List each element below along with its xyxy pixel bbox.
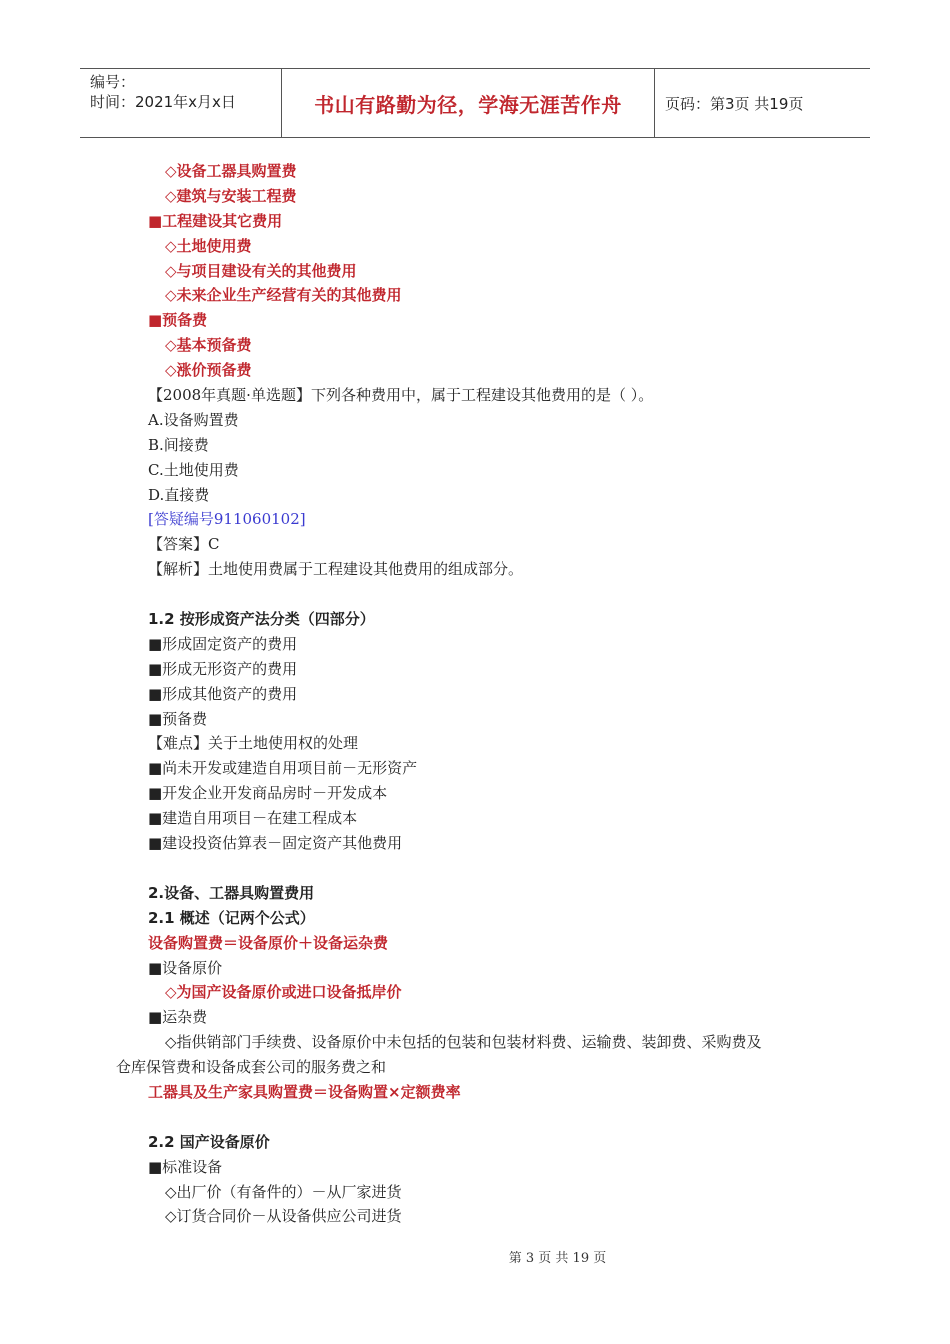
page-footer: [0, 1247, 950, 1266]
text-line: ■预备费: [148, 311, 208, 330]
header-meta-cell: [80, 69, 282, 137]
text-line: ■建造自用项目－在建工程成本: [148, 809, 358, 828]
text-line: ◇出厂价（有备件的）－从厂家进货: [165, 1182, 402, 1201]
text-line: 设备购置费＝设备原价＋设备运杂费: [148, 933, 389, 952]
text-line: 【2008年真题·单选题】下列各种费用中，属于工程建设其他费用的是（ ）。: [148, 386, 654, 405]
header-motto: 书山有路勤为径，学海无涯苦作舟: [314, 92, 622, 117]
text-line: ■预备费: [148, 709, 208, 728]
text-line: ◇为国产设备原价或进口设备抵岸价: [165, 983, 402, 1002]
text-line: ■形成固定资产的费用: [148, 634, 298, 653]
text-line: ■设备原价: [148, 958, 223, 977]
text-line: 【答案】C: [148, 535, 220, 554]
blank-line: [0, 856, 950, 881]
text-line: 2.设备、工器具购置费用: [148, 883, 315, 902]
text-line: C.土地使用费: [148, 460, 239, 479]
text-line: ■形成无形资产的费用: [148, 659, 298, 678]
document-time-label: 时间：2021年x月x日: [90, 93, 236, 111]
blank-line: [0, 582, 950, 607]
text-line: ■形成其他资产的费用: [148, 684, 298, 703]
text-line: ■运杂费: [148, 1008, 208, 1027]
text-line: ■工程建设其它费用: [148, 211, 283, 230]
text-line: 2.1 概述（记两个公式）: [148, 908, 315, 927]
text-line: ■建设投资估算表－固定资产其他费用: [148, 834, 403, 853]
text-line: ◇指供销部门手续费、设备原价中未包括的包装和包装材料费、运输费、装卸费、采购费及: [165, 1033, 762, 1052]
text-line: 仓库保管费和设备成套公司的服务费之和: [116, 1058, 387, 1077]
document-body: [0, 159, 950, 1229]
text-line: ◇涨价预备费: [165, 361, 252, 380]
text-line: ◇与项目建设有关的其他费用: [165, 261, 357, 280]
text-line: ■尚未开发或建造自用项目前－无形资产: [148, 759, 418, 778]
text-line: 工器具及生产家具购置费＝设备购置×定额费率: [148, 1082, 461, 1101]
header-motto-cell: [282, 69, 655, 137]
text-line: ◇建筑与安装工程费: [165, 186, 297, 205]
text-line: ◇设备工器具购置费: [165, 162, 297, 180]
text-line: 【难点】关于土地使用权的处理: [148, 734, 359, 753]
document-number-label: 编号：: [90, 73, 136, 91]
text-line: ◇基本预备费: [165, 336, 252, 355]
text-line: D.直接费: [148, 485, 210, 504]
text-line: [答疑编号911060102]: [148, 510, 306, 529]
text-line: ■开发企业开发商品房时－开发成本: [148, 784, 388, 803]
header-page-cell: [655, 69, 870, 137]
text-line: 2.2 国产设备原价: [148, 1132, 270, 1151]
blank-line: [0, 1105, 950, 1130]
text-line: B.间接费: [148, 435, 209, 454]
text-line: 【解析】土地使用费属于工程建设其他费用的组成部分。: [148, 560, 524, 579]
text-line: ◇未来企业生产经营有关的其他费用: [165, 286, 402, 305]
text-line: ◇土地使用费: [165, 236, 252, 255]
text-line: ■标准设备: [148, 1157, 223, 1176]
page-header: [80, 68, 870, 138]
text-line: A.设备购置费: [148, 410, 239, 429]
header-page-code: 页码：第3页 共19页: [665, 94, 804, 113]
text-line: ◇订货合同价－从设备供应公司进货: [165, 1207, 402, 1226]
footer-page-number: 第 3 页 共 19 页: [508, 1251, 607, 1266]
text-line: 1.2 按形成资产法分类（四部分）: [148, 610, 375, 629]
